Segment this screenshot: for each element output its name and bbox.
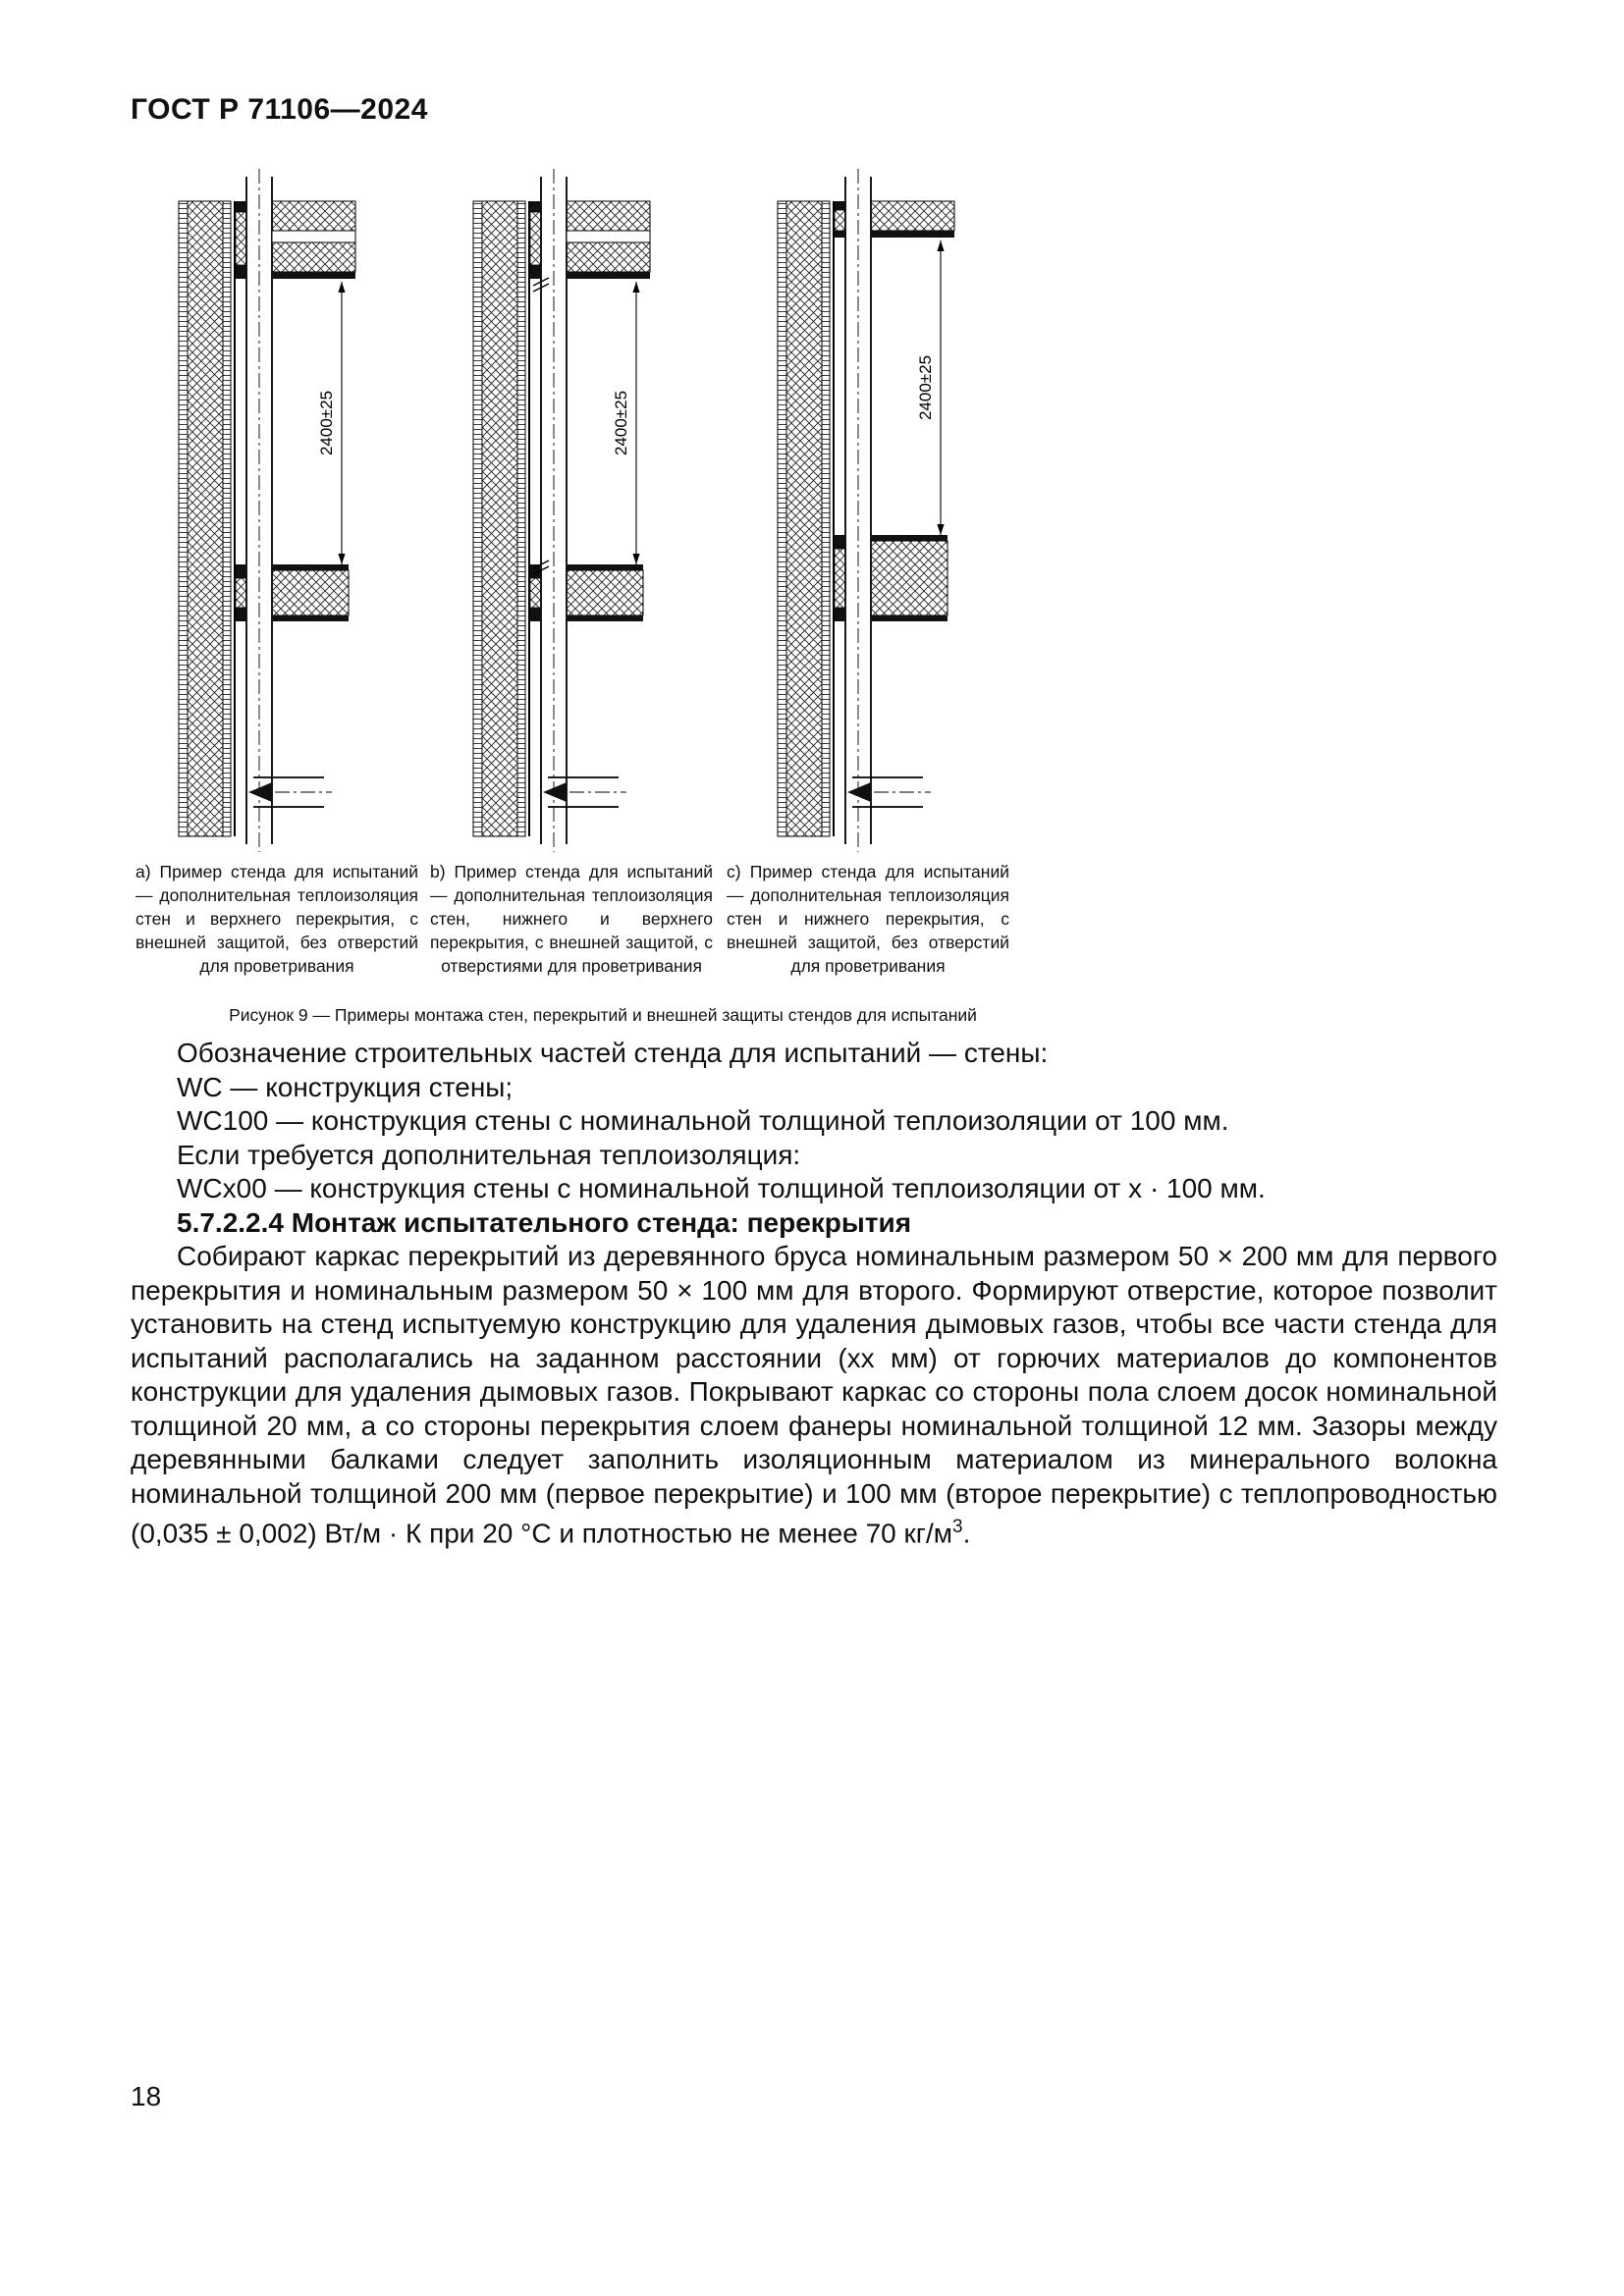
lower-ceiling-plate	[272, 615, 349, 621]
wall-inner-layer	[517, 201, 525, 836]
flow-direction-arrow	[543, 782, 567, 802]
framing-block	[530, 201, 541, 212]
superscript-exponent: 3	[952, 1517, 963, 1537]
lower-ceiling-plate	[871, 615, 947, 621]
lower-ceiling-plate	[567, 615, 643, 621]
wall-insulation-layer	[482, 201, 517, 836]
flow-direction-arrow	[248, 782, 272, 802]
figure-caption-c: c) Пример стенда для испытаний — дополнительная теплоизоляция стен и нижнего перекрытия, с внешней защитой, без отверстий для проветривания	[727, 862, 1009, 976]
upper-ceiling-insulation	[567, 242, 650, 272]
framing-insulation	[236, 578, 246, 608]
diagram-b-chimney-section	[469, 167, 656, 854]
framing-block	[835, 201, 845, 210]
lower-ceiling-insulation	[871, 541, 947, 615]
figure-caption-b: b) Пример стенда для испытаний — дополнительная теплоизоляция стен, нижнего и верхнего перекрытия, с внешней защитой, с отверстиями для проветривания	[430, 862, 713, 976]
upper-ceiling-insulation	[272, 242, 355, 272]
lower-ceiling-plate	[567, 564, 643, 570]
framing-insulation	[530, 212, 541, 265]
framing-block	[236, 564, 246, 578]
framing-block	[236, 608, 246, 621]
diagram-a-chimney-section	[175, 167, 361, 854]
framing-block	[530, 265, 541, 279]
framing-block	[236, 201, 246, 212]
figure-caption-a: a) Пример стенда для испытаний — дополнительная теплоизоляция стен и верхнего перекрытия, с внешней защитой, без отверстий для проветривания	[135, 862, 418, 976]
dimension-label-b: 2400±25	[612, 390, 630, 456]
designation-wcx00: WCx00 — конструкция стены с номинальной толщиной теплоизоляции от x · 100 мм.	[177, 1173, 1266, 1203]
upper-ceiling-plate	[567, 272, 650, 279]
upper-ceiling-plate	[272, 272, 355, 279]
wall-inner-layer	[822, 201, 830, 836]
dimension-label-a: 2400±25	[317, 390, 336, 456]
wall-outer-layer	[778, 201, 786, 836]
lower-ceiling-plate	[272, 564, 349, 570]
dimension-arrow-up	[632, 282, 639, 293]
wall-insulation-layer	[188, 201, 223, 836]
framing-block	[530, 608, 541, 621]
dimension-arrow-up	[338, 282, 345, 293]
designation-intro: Обозначение строительных частей стенда для испытаний — стены:	[177, 1038, 1049, 1068]
framing-insulation	[835, 210, 845, 231]
designation-wc100: WC100 — конструкция стены с номинальной толщиной теплоизоляции от 100 мм.	[177, 1105, 1229, 1136]
dimension-arrow-down	[338, 554, 345, 564]
lower-ceiling-insulation	[272, 570, 349, 615]
page-number: 18	[131, 2081, 162, 2111]
figure-title: Рисунок 9 — Примеры монтажа стен, перекрытий и внешней защиты стендов для испытаний	[229, 1005, 977, 1025]
lower-ceiling-plate	[871, 535, 947, 541]
upper-ceiling-board	[567, 231, 650, 242]
body-text	[131, 1037, 1497, 1551]
framing-block	[835, 535, 845, 549]
clause-heading: 5.7.2.2.4 Монтаж испытательного стенда: перекрытия	[177, 1206, 912, 1238]
framing-block	[835, 231, 845, 238]
paragraph-floor-assembly	[131, 1240, 1497, 1551]
dimension-label-c: 2400±25	[916, 354, 935, 421]
wall-inner-layer	[223, 201, 231, 836]
upper-ceiling-board	[272, 231, 355, 242]
framing-insulation	[530, 578, 541, 608]
designation-wc: WC — конструкция стены;	[177, 1071, 514, 1102]
wall-outer-layer	[179, 201, 188, 836]
wall-insulation-layer	[786, 201, 822, 836]
upper-ceiling-plate	[871, 231, 954, 238]
lower-ceiling-insulation	[567, 570, 643, 615]
framing-insulation	[835, 549, 845, 608]
designation-note: Если требуется дополнительная теплоизоляция:	[177, 1139, 801, 1170]
framing-block	[835, 608, 845, 621]
upper-ceiling-insulation	[567, 201, 650, 231]
flow-direction-arrow	[847, 782, 871, 802]
paragraph-floor-assembly-period: .	[962, 1518, 971, 1549]
document-code: ГОСТ Р 71106—2024	[131, 93, 428, 126]
wall-outer-layer	[473, 201, 482, 836]
dimension-arrow-down	[937, 524, 944, 535]
dimension-arrow-up	[937, 240, 944, 251]
paragraph-floor-assembly-text: Собирают каркас перекрытий из деревянного бруса номинальным размером 50 × 200 мм для первого перекрытия и номинальным размером 50 × 100 мм для второго. Формируют отверстие, которое позволит установить на стенд испытуемую конструкцию для удаления дымовых газов, чтобы все части стенда для испытаний располагались на заданном расстоянии (хх мм) от горючих материалов до компонентов конструкции для удаления дымовых газов. Покрывают каркас со стороны пола слоем досок номинальной толщиной 20 мм, а со стороны перекрытия слоем фанеры номинальной толщиной 12 мм. Зазоры между деревянными балками следует заполнить изоляционным материалом из минерального волокна номинальной толщиной 200 мм (первое перекрытие) и 100 мм (второе перекрытие) с теплопроводностью (0,035 ± 0,002) Вт/м · К при 20 °С и плотностью не менее 70 кг/м	[131, 1241, 1497, 1549]
dimension-arrow-down	[632, 554, 639, 564]
diagram-c-chimney-section	[774, 167, 960, 854]
upper-ceiling-insulation	[871, 201, 954, 231]
framing-block	[236, 265, 246, 279]
framing-insulation	[236, 212, 246, 265]
upper-ceiling-insulation	[272, 201, 355, 231]
